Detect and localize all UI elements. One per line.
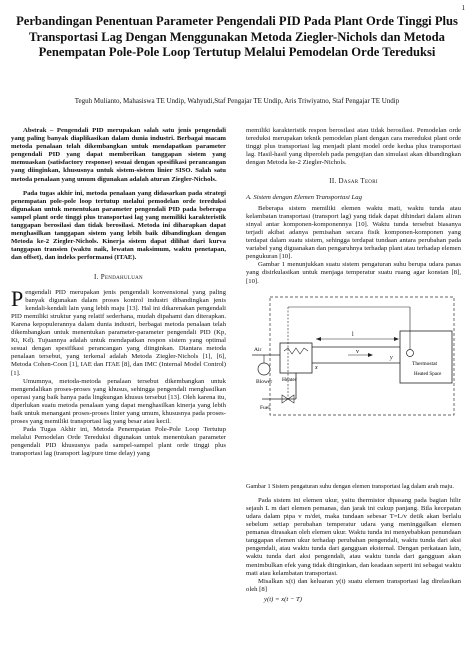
section-heading-1: I. Pendahuluan bbox=[94, 272, 143, 281]
drop-cap: P bbox=[11, 285, 24, 311]
theory-paragraph-4: Misalkan x(t) dan keluaran y(t) suatu elemen transportasi lag direlasikan oleh [8] bbox=[246, 577, 461, 593]
heating-system-diagram bbox=[252, 291, 457, 481]
figure-1-diagram bbox=[252, 291, 457, 481]
length-label: l bbox=[352, 331, 354, 338]
air-label: Air bbox=[254, 346, 262, 353]
svg-text:x: x bbox=[315, 364, 318, 371]
intro-paragraph-1: Pengendali PID merupakan jenis pengendali konvensional yang paling banyak digunakan dalam proses kontrol industri dibandingkan jenis kendali-kendali lain yang lebih maju [13]. Hal ini dikarenakan pengendali PID memiliki struktur yang relatif sederhana, mudah dipahami dan diterapkan. Karena kepopulerannya dalam dunia industri, berbagai metoda penalaan telah dikembangkan untuk menentukan parameter-parameter pengendali PID (Kp, Ki, Kd). Tujuannya adalah untuk mendapatkan respon sistem yang optimal sesuai dengan spesifikasi perancangan yang diinginkan. Diantara metoda penalaan tersebut, yang terkenal adalah Metoda Ziegler-Nichols [1], [6], Metoda Cohen-Coon [1], IAE dan ITAE [8], dan IMC (Internal Model Control) [1]. bbox=[11, 285, 226, 377]
equation-1: y(t) = x(t − T) bbox=[264, 595, 302, 603]
blower-icon bbox=[258, 363, 270, 375]
thermostat-label: Thermostat bbox=[412, 360, 438, 367]
heater-label: Heater bbox=[282, 376, 297, 383]
svg-text:y: y bbox=[390, 354, 393, 361]
svg-text:v: v bbox=[356, 348, 359, 355]
heated-space-label: Heated Space bbox=[414, 371, 442, 377]
abstract-paragraph-2: Pada tugas akhir ini, metoda penalaan yang didasarkan pada strategi penempatan pole-pole loop tertutup melalui pemodelan orde tereduksi digunakan untuk menentukan parameter pengendali PID pada beberapa sampel plant orde tinggi plus transportasi lag yang memiliki karakteristik tanggapan berosilasi dan tidak berosilasi. Metoda ini diharapkan dapat menghasilkan tanggapan sistem yang lebih baik dibandingkan dengan Metoda ke-2 Ziegler-Nichols. Kinerja sistem dapat dilihat dari kurva tanggapan transien (waktu naik, lewatan maksimum, waktu penetapan, dan offset), dan indeks performansi (ITAE). bbox=[11, 189, 226, 262]
blower-label: Blower bbox=[256, 378, 273, 385]
figure-1-caption: Gambar 1 Sistem pengaturan suhu dengan elemen transportasi lag dalam arah maju. bbox=[246, 482, 454, 490]
left-column bbox=[11, 127, 226, 459]
abstract-paragraph-1: Abstrak – Pengendali PID merupakan salah satu jenis pengendali yang paling banyak diaplikasikan dalam dunia industri. Berbagai macam metoda penalaan telah dikembangkan untuk mendapatkan parameter pengendali PID yang dapat memberikan tanggapan sistem yang memuaskan (satisfactory response) sesuai dengan spesifikasi perancangan yang diinginkan, khususnya untuk sistem-sistem linier SISO. Salah satu metoda penalaan yang umum digunakan adalah aturan Ziegler-Nichols. bbox=[11, 127, 226, 183]
intro-paragraph-3: Pada Tugas Akhir ini, Metoda Penempatan Pole-Pole Loop Tertutup melalui Pemodelan Orde Tereduksi digunakan untuk menentukan parameter pengendali PID khususnya pada sampel-sampel plant orde tinggi plus transportasi lag (transport lag/pure time delay) yang bbox=[11, 426, 226, 458]
authors: Teguh Mulianto, Mahasiswa TE Undip, Wahyudi,Staf Pengajar TE Undip, Aris Triwiyatno, Staf Pengajar TE Undip bbox=[74, 97, 400, 105]
theory-paragraph-3: Pada sistem ini elemen ukur, yaitu thermistor dipasang pada bagian hilir sejauh L m dari elemen pemanas, dan jarak ini cukup panjang. Bila kecepatan udara dalam pipa v m/det, maka tundaan sebesar T=L/v detik akan berlalu sebelum setiap perubahan temperatur udara yang meninggalkan elemen pemanas dirasakan oleh elemen ukur. Waktu tunda ini menyebabkan penundaan tanggapan elemen ukur terhadap perubahan pengendali, waktu tunda dari aksi pengendali, atau waktu tunda dari gangguan eksternal. Dengan perkataan lain, waktu tunda dari aksi pengendali, atau waktu tunda dari gangguan akan menimbulkan efek yang tidak diinginkan, dan keadaan seperti ini sebagai waktu mati atau kelambatan transportasi. bbox=[246, 496, 461, 577]
section-heading-2: II. Dasar Teori bbox=[329, 177, 378, 186]
fuel-label: Fuel bbox=[260, 404, 270, 411]
right-column bbox=[246, 127, 461, 604]
paper-title: Perbandingan Penentuan Parameter Pengendali PID Pada Plant Orde Tinggi Plus Transportasi Lag Dengan Menggunakan Metoda Ziegler-Nichols dan Metoda Penempatan Pole-Pole Loop Tertutup Melalui Pemodelan Orde Tereduksi bbox=[16, 14, 458, 59]
theory-paragraph-1: Beberapa sistem memiliki elemen waktu mati, waktu tunda atau kelambatan transportasi (transport lag) yang tidak dapat dihindari dalam aliran sinyal antar komponen-komponennya [10]. Waktu tunda tersebut biasanya terjadi akibat adanya pemisahan secara fisik komponen-komponen yang terdapat dalam suatu sistem, sehingga terdapat tundaan antara perubahan pada variabel yang diguanakan dan pengaruhnya terhadap plant atau terhadap elemen pengukuran [10]. bbox=[246, 204, 461, 261]
theory-paragraph-2: Gambar 1 menunjukkan suatu sistem pengaturan suhu berupa udara panas yang disirkulasikan untuk menjaga temperatur suatu ruang agar konstan [8], [10]. bbox=[246, 261, 461, 285]
intro-paragraph-2: Umumnya, metoda-metoda penalaan tersebut dikembangkan untuk mengendalikan proses-proses yang khusus, sehingga pengendali menghasilkan operasi yang baik hanya pada lingkungan khusus tersebut [13]. Oleh karena itu, diperlukan suatu metoda penalaan yang dapat menghasilkan kinerja yang lebih baik untuk menangani proses-proses linier yang umum, khususnya pada proses-proses yang memiliki transportasi lag yang besar atau kecil. bbox=[11, 377, 226, 426]
subsection-heading-a: A. Sistem dengan Elemen Transportasi Lag bbox=[246, 193, 362, 201]
page-number: 1 bbox=[461, 4, 465, 12]
continued-paragraph: memiliki karakteristik respon berosilasi atau tidak berosilasi. Pemodelan orde tereduksi merupakan teknik pemodelan plant dengan cara mereduksi plant orde tinggi plus transportasi lag menjadi plant model orde kedua plus transportasi lag. Hasil-hasil yang diperoleh pada pengujian dan simulasi akan dibandingkan dengan Metoda ke-2 Ziegler-Nichols. bbox=[246, 127, 461, 167]
